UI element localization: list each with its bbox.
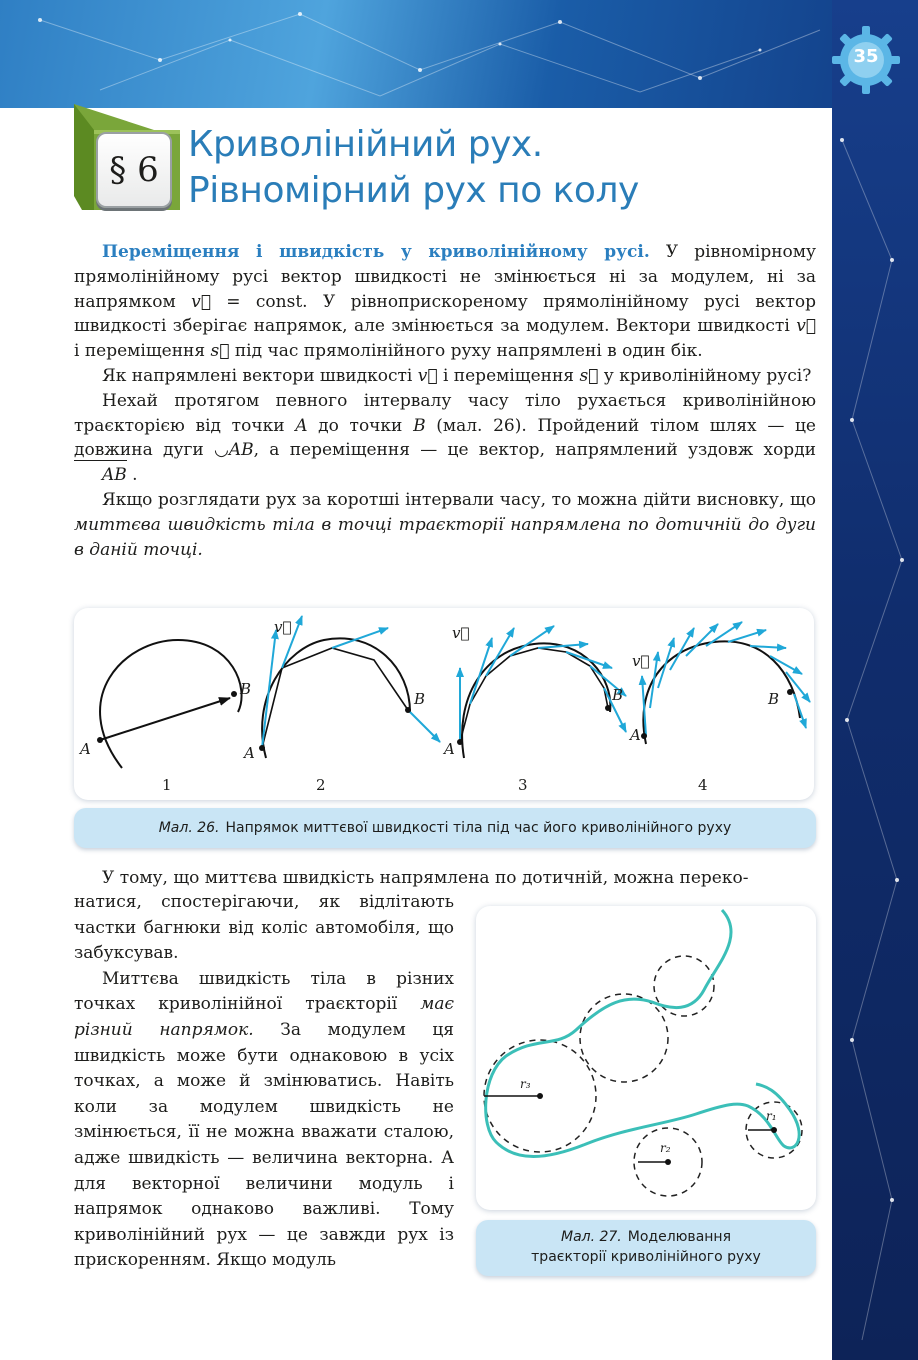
- velocity-arrow: [728, 630, 766, 642]
- figure-26-caption: [74, 808, 816, 848]
- label-v: v⃗: [274, 618, 292, 636]
- label-a: A: [630, 726, 641, 744]
- panel-number-1: 1: [162, 776, 172, 794]
- chord-polyline: [460, 648, 608, 742]
- label-r2: r₂: [660, 1141, 671, 1155]
- figure-27-caption: [476, 1220, 816, 1276]
- point-a-dot: [641, 733, 647, 739]
- caption-line-2: траєкторії криволінійного руху: [531, 1249, 761, 1265]
- label-v: v⃗: [452, 624, 470, 642]
- body-text-left-column: [74, 890, 454, 1274]
- paragraph-5-rest: натися, спостерігаючи, як відлітають частки багнюки від коліс автомобіля, що забуксував.: [74, 892, 454, 964]
- panel-number-3: 3: [518, 776, 528, 794]
- chord-ab-vector: AB: [74, 463, 127, 488]
- figure-26-card: [74, 608, 814, 800]
- header-background: [0, 0, 918, 108]
- velocity-arrow: [650, 652, 658, 708]
- caption-line-1: Моделювання: [627, 1229, 731, 1245]
- paragraph-2: Як напрямлені вектори швидкості v⃗ і переміщення s⃗ у криволінійному русі?: [102, 365, 812, 386]
- point-b-dot: [231, 691, 237, 697]
- figure-27-drawing: [476, 906, 816, 1210]
- emphasis-direction: має різний напрямок.: [74, 994, 454, 1040]
- caption-text: Напрямок миттєвої швидкості тіла під час його криволінійного руху: [225, 820, 732, 836]
- velocity-arrow: [658, 638, 674, 688]
- displacement-vector: [100, 698, 230, 740]
- paragraph-3: Нехай протягом певного інтервалу часу тіло рухається криволінійною траєкторією від точки A до точки B (мал. 26). Пройдений тілом шлях — це довжина дуги ◡AB, а переміщення — це вектор, напрямлений уздовж хорди AB .: [74, 389, 816, 488]
- side-background: [832, 0, 918, 1360]
- velocity-arrow: [786, 672, 810, 702]
- body-text-block: [74, 240, 816, 562]
- velocity-arrow: [794, 694, 806, 728]
- paragraph-5-line: У тому, що миттєва швидкість напрямлена по дотичній, можна переко-: [102, 868, 749, 888]
- velocity-arrow: [408, 710, 440, 742]
- caption-prefix: Мал. 26.: [158, 820, 220, 836]
- constellation-decoration: [0, 0, 918, 108]
- trajectory-curve: [486, 910, 800, 1157]
- paragraph-lead: Переміщення і швидкість у криволінійному русі.: [102, 242, 650, 262]
- label-a: A: [444, 740, 455, 758]
- title-line-2: Рівномірний рух по колу: [188, 170, 639, 211]
- label-r3: r₃: [520, 1077, 531, 1091]
- side-constellation: [832, 0, 918, 1360]
- figure-27-card: [476, 906, 816, 1210]
- panel-3: [442, 624, 626, 794]
- figure-26-drawing: [74, 608, 814, 800]
- panel-2: [242, 616, 440, 794]
- velocity-arrow: [486, 628, 514, 676]
- point-b-dot: [787, 689, 793, 695]
- circle-middle: [580, 994, 668, 1082]
- panel-4: [628, 622, 810, 794]
- label-a: A: [80, 740, 91, 758]
- paragraph-6: Миттєва швидкість тіла в різних точках криволінійної траєкторії має різний напрямок. За модулем ця швидкість може бути однаковою в усіх точках, а може й змінюватись. Навіть коли за модулем швидкість не змінюється, її не можна вважати сталою, адже швидкість — величина векторна. А для векторної величини модуль і напрямок однаково важливі. Тому криволінійний рух — це завжди рух із прискоренням. Якщо модуль: [74, 968, 455, 1271]
- point-a-dot: [457, 739, 463, 745]
- velocity-arrow: [262, 630, 276, 748]
- emphasis-tangent: миттєва швидкість тіла в точці траєкторії напрямлена по дотичній до дуги в даній точці.: [74, 514, 816, 560]
- caption-prefix: Мал. 27.: [560, 1229, 622, 1245]
- center-r1: [771, 1127, 777, 1133]
- panel-number-4: 4: [698, 776, 708, 794]
- point-a-dot: [97, 737, 103, 743]
- trajectory-arc: [262, 638, 410, 758]
- paragraph-1: Переміщення і швидкість у криволінійному русі. У рівномірному прямолінійному русі вектор швидкості не змінюється ні за модулем, ні за напрямком v⃗ = const. У рівноприскореному прямолінійному русі вектор швидкості зберігає напрямок, але змінюється за модулем. Вектори швидкості v⃗ і переміщення s⃗ під час прямолінійного руху напрямлені в один бік.: [74, 242, 817, 362]
- label-a: A: [244, 744, 255, 762]
- trajectory-arc: [100, 640, 242, 768]
- velocity-arrow: [670, 628, 694, 670]
- paragraph-5-first-line: [74, 866, 816, 891]
- velocity-arrow: [538, 644, 588, 648]
- velocity-arrow: [510, 626, 554, 656]
- velocity-arrow: [770, 656, 802, 674]
- label-v: v⃗: [632, 652, 650, 670]
- section-number-badge: § 6: [96, 132, 172, 208]
- page-title: [188, 122, 828, 214]
- center-r3: [537, 1093, 543, 1099]
- page-number: 35: [853, 46, 879, 67]
- panel-number-2: 2: [316, 776, 326, 794]
- title-line-1: Криволінійний рух.: [188, 124, 543, 165]
- point-b-dot: [405, 707, 411, 713]
- panel-1: [78, 640, 251, 794]
- label-b: B: [240, 680, 252, 698]
- point-a-dot: [259, 745, 265, 751]
- label-b: B: [414, 690, 426, 708]
- label-r1: r₁: [766, 1109, 777, 1123]
- label-b: B: [612, 686, 624, 704]
- label-b: B: [768, 690, 780, 708]
- center-r2: [665, 1159, 671, 1165]
- paragraph-4: Якщо розглядати рух за коротші інтервали часу, то можна дійти висновку, що миттєва швидкість тіла в точці траєкторії напрямлена по дотичній до дуги в даній точці.: [74, 489, 816, 560]
- point-b-dot: [605, 705, 611, 711]
